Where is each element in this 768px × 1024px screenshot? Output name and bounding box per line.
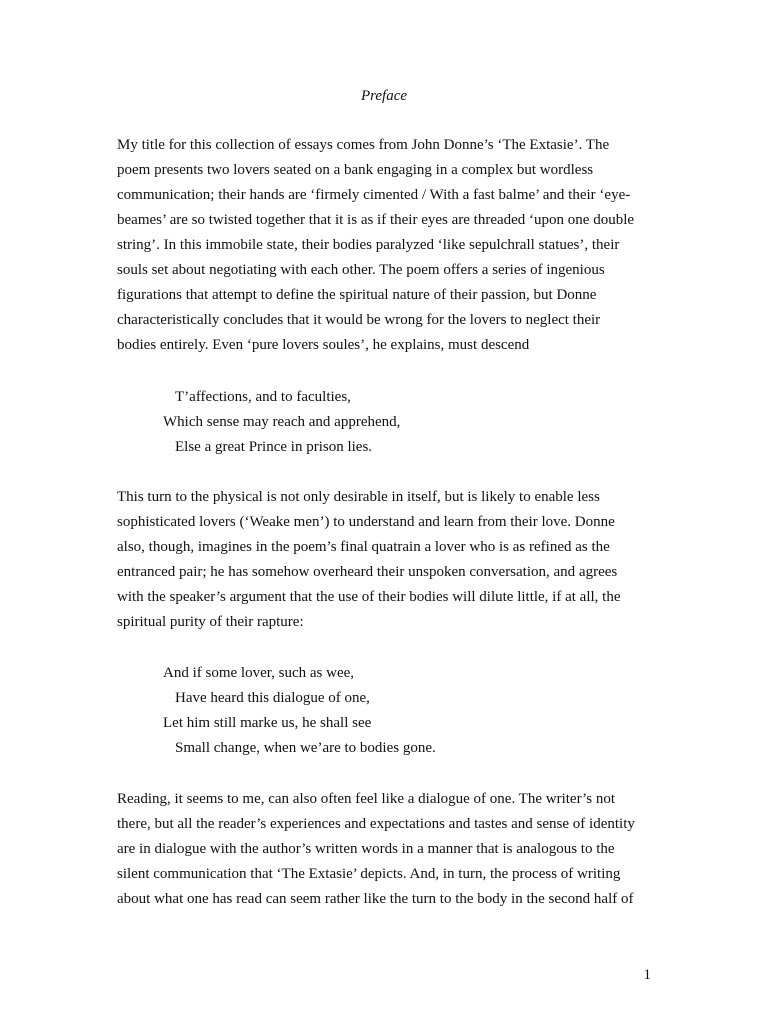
text-line: sophisticated lovers (‘Weake men’) to understand and learn from their love. Donne xyxy=(117,514,615,530)
verse-quotation-2 xyxy=(163,661,436,761)
verse-line: And if some lover, such as wee, xyxy=(163,665,355,681)
verse-line: Which sense may reach and apprehend, xyxy=(163,414,401,430)
text-line: souls set about negotiating with each other. The poem offers a series of ingenious xyxy=(117,262,605,278)
text-line: there, but all the reader’s experiences and expectations and tastes and sense of identity xyxy=(117,816,635,832)
text-line: entranced pair; he has somehow overheard their unspoken conversation, and agrees xyxy=(117,564,618,580)
verse-line: Small change, when we’are to bodies gone. xyxy=(175,740,436,756)
paragraph-1 xyxy=(117,133,657,358)
text-line: characteristically concludes that it would be wrong for the lovers to neglect their xyxy=(117,312,601,328)
verse-line: Let him still marke us, he shall see xyxy=(163,715,372,731)
text-line: bodies entirely. Even ‘pure lovers soules’, he explains, must descend xyxy=(117,337,530,353)
text-line: This turn to the physical is not only desirable in itself, but is likely to enable less xyxy=(117,489,600,505)
text-line: are in dialogue with the author’s written words in a manner that is analogous to the xyxy=(117,841,615,857)
text-line: about what one has read can seem rather like the turn to the body in the second half of xyxy=(117,891,634,907)
verse-line: Else a great Prince in prison lies. xyxy=(175,439,373,455)
text-line: poem presents two lovers seated on a bank engaging in a complex but wordless xyxy=(117,162,594,178)
text-line: communication; their hands are ‘firmely cimented / With a fast balme’ and their ‘eye- xyxy=(117,187,631,203)
paragraph-3 xyxy=(117,787,657,912)
text-line: Reading, it seems to me, can also often feel like a dialogue of one. The writer’s not xyxy=(117,791,616,807)
page-number: 1 xyxy=(643,967,651,983)
verse-line: Have heard this dialogue of one, xyxy=(175,690,370,706)
page-title: Preface xyxy=(360,88,408,104)
text-line: My title for this collection of essays comes from John Donne’s ‘The Extasie’. The xyxy=(117,137,610,153)
text-line: with the speaker’s argument that the use of their bodies will dilute little, if at all, the xyxy=(117,589,621,605)
text-line: silent communication that ‘The Extasie’ depicts. And, in turn, the process of writing xyxy=(117,866,621,882)
text-line: string’. In this immobile state, their bodies paralyzed ‘like sepulchrall statues’, their xyxy=(117,237,620,253)
paragraph-2 xyxy=(117,485,657,635)
text-line: figurations that attempt to define the spiritual nature of their passion, but Donne xyxy=(117,287,597,303)
text-line: also, though, imagines in the poem’s final quatrain a lover who is as refined as the xyxy=(117,539,610,555)
text-line: spiritual purity of their rapture: xyxy=(117,614,304,630)
verse-quotation-1 xyxy=(163,385,400,460)
verse-line: T’affections, and to faculties, xyxy=(175,389,351,405)
text-line: beames’ are so twisted together that it is as if their eyes are threaded ‘upon one double xyxy=(117,212,635,228)
